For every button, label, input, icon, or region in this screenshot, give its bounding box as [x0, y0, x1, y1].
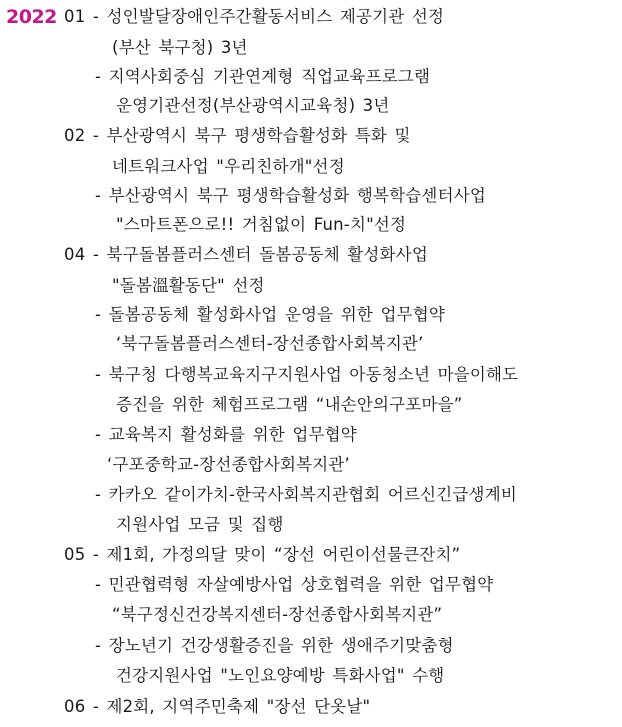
history-line: 운영기관선정(부산광역시교육청) 3년 — [116, 96, 390, 115]
year-label: 2022 — [6, 6, 57, 28]
history-line: - 돌봄공동체 활성화사업 운영을 위한 업무협약 — [95, 305, 446, 324]
history-line: 증진을 위한 체험프로그램 “내손안의구포마을” — [116, 395, 463, 414]
history-line: (부산 북구청) 3년 — [112, 38, 248, 57]
history-line: - 부산광역시 북구 평생학습활성화 행복학습센터사업 — [95, 186, 486, 205]
history-line: - 민관협력형 자살예방사업 상호협력을 위한 업무협약 — [95, 575, 494, 594]
history-line: 04 - 북구돌봄플러스센터 돌봄공동체 활성화사업 — [64, 245, 428, 264]
history-line: - 교육복지 활성화를 위한 업무협약 — [95, 425, 357, 444]
history-line: 06 - 제2회, 지역주민축제 "장선 단옷날" — [64, 697, 371, 716]
history-line: - 북구청 다행복교육지구지원사업 아동청소년 마을이해도 — [95, 365, 519, 384]
history-line: - 지역사회중심 기관연계형 직업교육프로그램 — [95, 67, 431, 86]
history-line: "돌봄溫활동단" 선정 — [112, 276, 265, 295]
history-line: 05 - 제1회, 가정의달 맞이 “장선 어린이선물큰잔치” — [64, 545, 461, 564]
history-line: - 장노년기 건강생활증진을 위한 생애주기맞춤형 — [95, 636, 454, 655]
history-line: - 카카오 같이가치-한국사회복지관협회 어르신긴급생계비 — [95, 485, 517, 504]
history-line: 01 - 성인발달장애인주간활동서비스 제공기관 선정 — [64, 7, 445, 26]
history-line: 네트워크사업 "우리친하개"선정 — [112, 157, 345, 176]
history-line: 건강지원사업 "노인요양예방 특화사업" 수행 — [116, 666, 445, 685]
history-line: 02 - 부산광역시 북구 평생학습활성화 특화 및 — [64, 126, 411, 145]
history-line: ‘북구돌봄플러스센터-장선종합사회복지관’ — [116, 334, 424, 353]
history-line: 지원사업 모금 및 집행 — [116, 515, 284, 534]
history-line: “북구정신건강복지센터-장선종합사회복지관” — [112, 605, 443, 624]
history-line: ‘구포중학교-장선종합사회복지관’ — [107, 455, 350, 474]
history-line: "스마트폰으로!! 거침없이 Fun-치"선정 — [116, 215, 407, 234]
